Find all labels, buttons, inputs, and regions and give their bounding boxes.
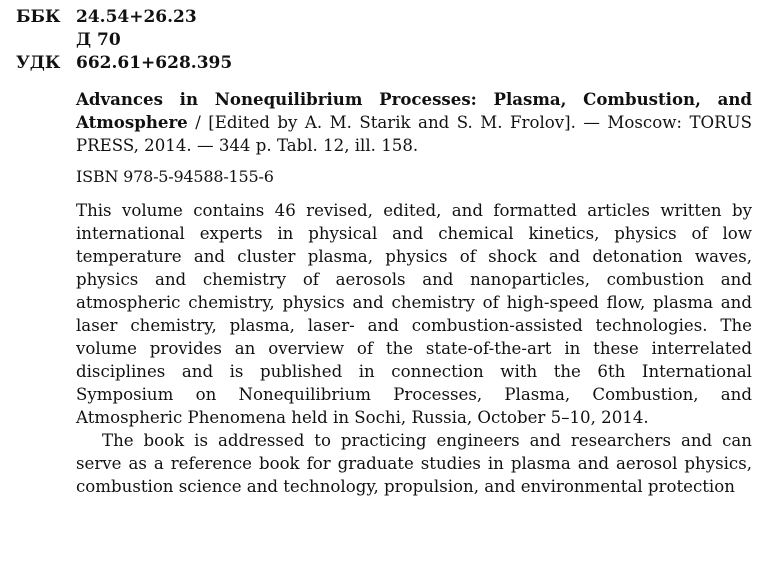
imprint-content bbox=[76, 88, 752, 498]
bbk-label: ББК bbox=[16, 7, 61, 27]
bbk-value: 24.54+26.23 bbox=[76, 7, 197, 27]
abstract-paragraph-1: This volume contains 46 revised, edited, and formatted articles written by international experts in physical and chemical kinetics, physics of low temperature and cluster plasma, physics of shock and detonation waves, physics and chemistry of aerosols and nanoparticles, combustion and atmospheric chemistry, physics and chemistry of high-speed flow, plasma and laser chemistry, plasma, laser- and combustion-assisted technologies. The volume provides an overview of the state-of-the-art in these interrelated disciplines and is published in connection with the 6th International Symposium on Nonequilibrium Processes, Plasma, Combustion, and Atmospheric Phenomena held in Sochi, Russia, October 5–10, 2014. bbox=[76, 201, 752, 427]
udk-row bbox=[16, 52, 232, 75]
abstract-paragraph-2: The book is addressed to practicing engineers and researchers and can serve as a reference book for graduate studies in plasma and aerosol physics, combustion science and technology, propulsion, and environmental protection bbox=[76, 431, 752, 496]
isbn: ISBN 978-5-94588-155-6 bbox=[76, 167, 274, 186]
author-mark-spacer bbox=[16, 29, 76, 52]
bbk-row bbox=[16, 6, 232, 29]
udk-value: 662.61+628.395 bbox=[76, 53, 233, 73]
author-mark: Д 70 bbox=[76, 30, 121, 50]
classification-codes bbox=[16, 6, 232, 75]
bibliographic-citation bbox=[76, 88, 752, 157]
citation-details: / [Edited by A. M. Starik and S. M. Frolov]. — Moscow: TORUS PRESS, 2014. — 344 p. Tabl. 12, ill. 158. bbox=[76, 113, 752, 155]
udk-label: УДК bbox=[16, 53, 61, 73]
author-mark-row bbox=[16, 29, 232, 52]
book-title: Advances in Nonequilibrium Processes: Plasma, Combustion, and Atmosphere bbox=[76, 89, 752, 132]
